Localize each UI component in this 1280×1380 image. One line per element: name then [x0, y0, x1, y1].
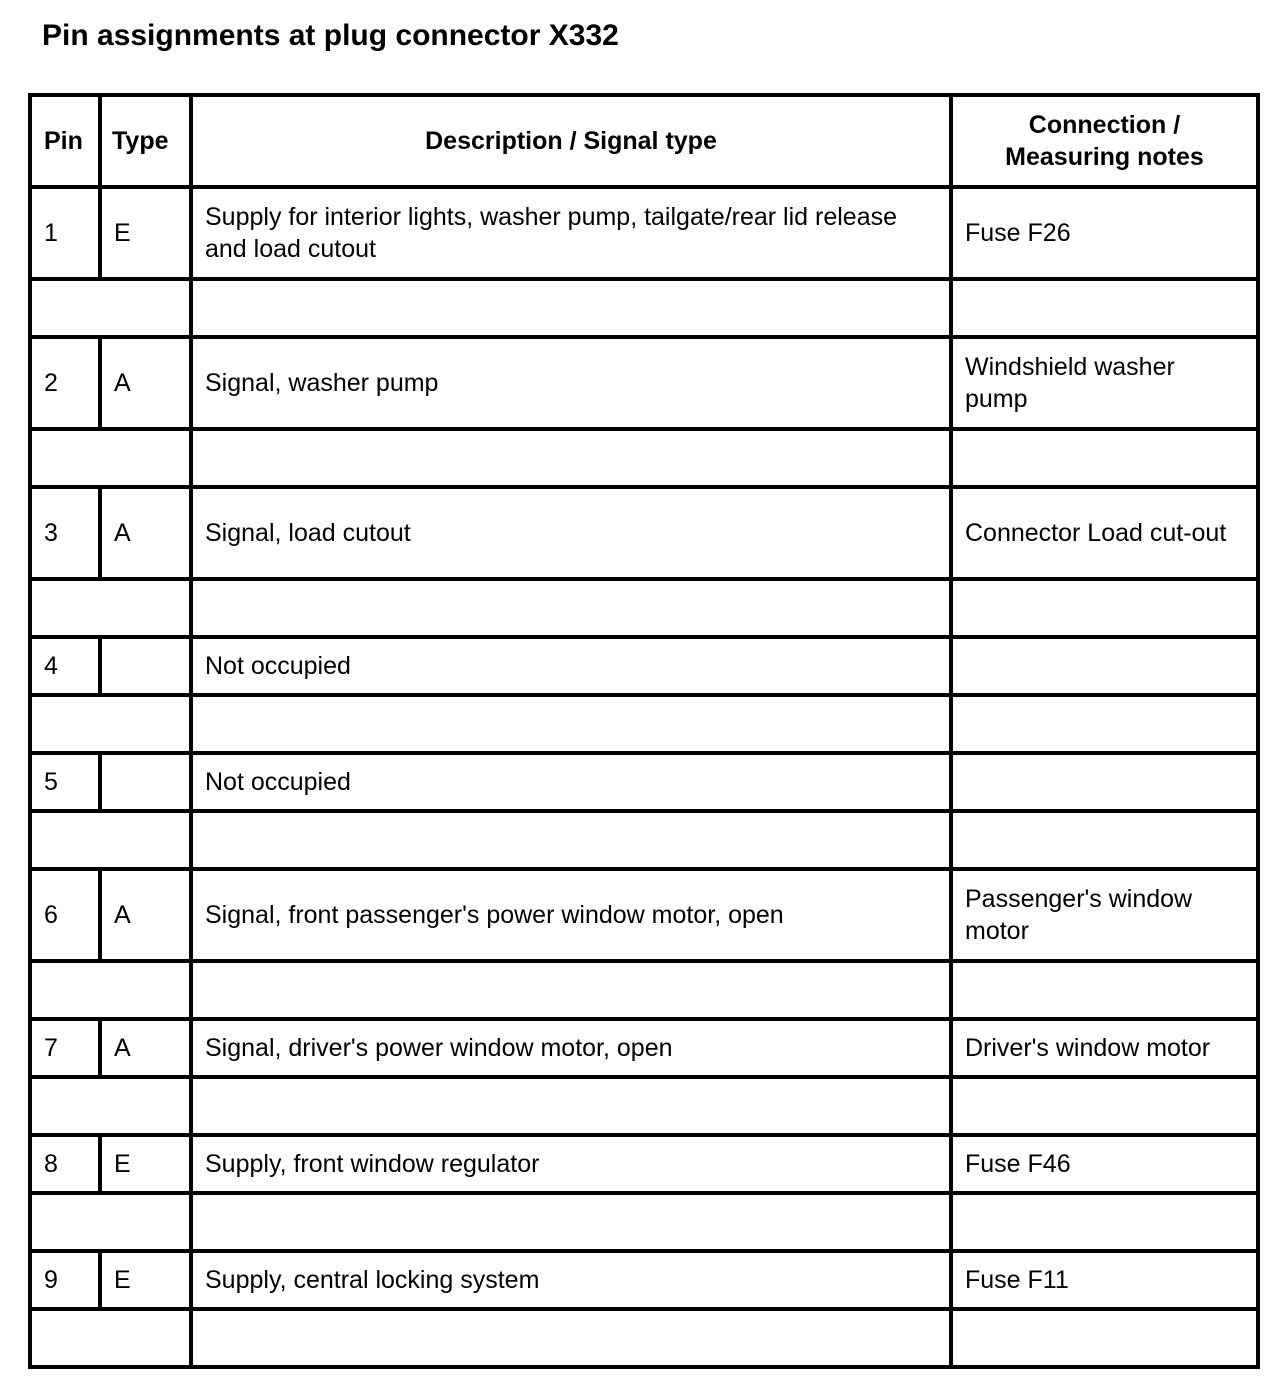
type-cell: E: [100, 187, 191, 279]
pin-cell: 5: [30, 753, 100, 811]
header-description: Description / Signal type: [191, 95, 951, 187]
table-row: [30, 1019, 1258, 1077]
spacer-cell: [30, 279, 191, 337]
table-header-row: [30, 95, 1258, 187]
table-row: [30, 1135, 1258, 1193]
connection-cell: Driver's window motor: [951, 1019, 1258, 1077]
spacer-row: [30, 1193, 1258, 1251]
type-cell: [100, 753, 191, 811]
connection-cell: Passenger's window motor: [951, 869, 1258, 961]
description-cell: Not occupied: [191, 637, 951, 695]
pin-cell: 7: [30, 1019, 100, 1077]
spacer-cell: [951, 1077, 1258, 1135]
table-row: [30, 869, 1258, 961]
header-pin: Pin: [30, 95, 100, 187]
header-type: Type: [100, 95, 191, 187]
table-row: [30, 1251, 1258, 1309]
pin-assignment-table: [28, 93, 1260, 1369]
type-cell: A: [100, 487, 191, 579]
spacer-row: [30, 961, 1258, 1019]
spacer-cell: [191, 695, 951, 753]
spacer-row: [30, 1077, 1258, 1135]
type-cell: E: [100, 1251, 191, 1309]
table-row: [30, 637, 1258, 695]
pin-cell: 9: [30, 1251, 100, 1309]
table-row: [30, 487, 1258, 579]
pin-cell: 1: [30, 187, 100, 279]
header-connection: [951, 95, 1258, 187]
spacer-cell: [951, 961, 1258, 1019]
spacer-cell: [30, 695, 191, 753]
page-title: Pin assignments at plug connector X332: [42, 19, 619, 52]
spacer-cell: [951, 429, 1258, 487]
connection-cell: [951, 753, 1258, 811]
spacer-row: [30, 1309, 1258, 1367]
connection-cell: [951, 637, 1258, 695]
description-cell: Supply, central locking system: [191, 1251, 951, 1309]
spacer-cell: [30, 1193, 191, 1251]
description-cell: Not occupied: [191, 753, 951, 811]
header-connection-line1: Connection /: [1028, 111, 1181, 139]
description-cell: Supply for interior lights, washer pump, tailgate/rear lid release and load cutout: [191, 187, 951, 279]
spacer-cell: [951, 1193, 1258, 1251]
type-cell: A: [100, 869, 191, 961]
description-cell: Signal, washer pump: [191, 337, 951, 429]
connection-cell: Windshield washer pump: [951, 337, 1258, 429]
spacer-cell: [30, 1077, 191, 1135]
table-row: [30, 187, 1258, 279]
connection-cell: Fuse F46: [951, 1135, 1258, 1193]
header-connection-line2: Measuring notes: [1005, 143, 1204, 171]
pin-cell: 4: [30, 637, 100, 695]
spacer-cell: [30, 961, 191, 1019]
spacer-cell: [30, 1309, 191, 1367]
description-cell: Signal, driver's power window motor, open: [191, 1019, 951, 1077]
description-cell: Supply, front window regulator: [191, 1135, 951, 1193]
type-cell: [100, 637, 191, 695]
spacer-row: [30, 579, 1258, 637]
pin-cell: 2: [30, 337, 100, 429]
spacer-cell: [951, 579, 1258, 637]
spacer-cell: [191, 1193, 951, 1251]
type-cell: E: [100, 1135, 191, 1193]
spacer-cell: [951, 279, 1258, 337]
table-row: [30, 337, 1258, 429]
description-cell: Signal, front passenger's power window motor, open: [191, 869, 951, 961]
table-row: [30, 753, 1258, 811]
type-cell: A: [100, 1019, 191, 1077]
spacer-cell: [951, 811, 1258, 869]
pin-cell: 6: [30, 869, 100, 961]
spacer-cell: [30, 429, 191, 487]
description-cell: Signal, load cutout: [191, 487, 951, 579]
spacer-row: [30, 429, 1258, 487]
connection-cell: Fuse F11: [951, 1251, 1258, 1309]
spacer-cell: [191, 961, 951, 1019]
spacer-cell: [951, 1309, 1258, 1367]
spacer-cell: [191, 429, 951, 487]
spacer-cell: [951, 695, 1258, 753]
pin-cell: 8: [30, 1135, 100, 1193]
spacer-cell: [191, 1309, 951, 1367]
spacer-row: [30, 279, 1258, 337]
spacer-cell: [191, 279, 951, 337]
spacer-cell: [191, 1077, 951, 1135]
connection-cell: Connector Load cut-out: [951, 487, 1258, 579]
spacer-row: [30, 811, 1258, 869]
pin-cell: 3: [30, 487, 100, 579]
spacer-cell: [191, 579, 951, 637]
spacer-cell: [30, 811, 191, 869]
spacer-cell: [30, 579, 191, 637]
connection-cell: Fuse F26: [951, 187, 1258, 279]
spacer-row: [30, 695, 1258, 753]
spacer-cell: [191, 811, 951, 869]
type-cell: A: [100, 337, 191, 429]
